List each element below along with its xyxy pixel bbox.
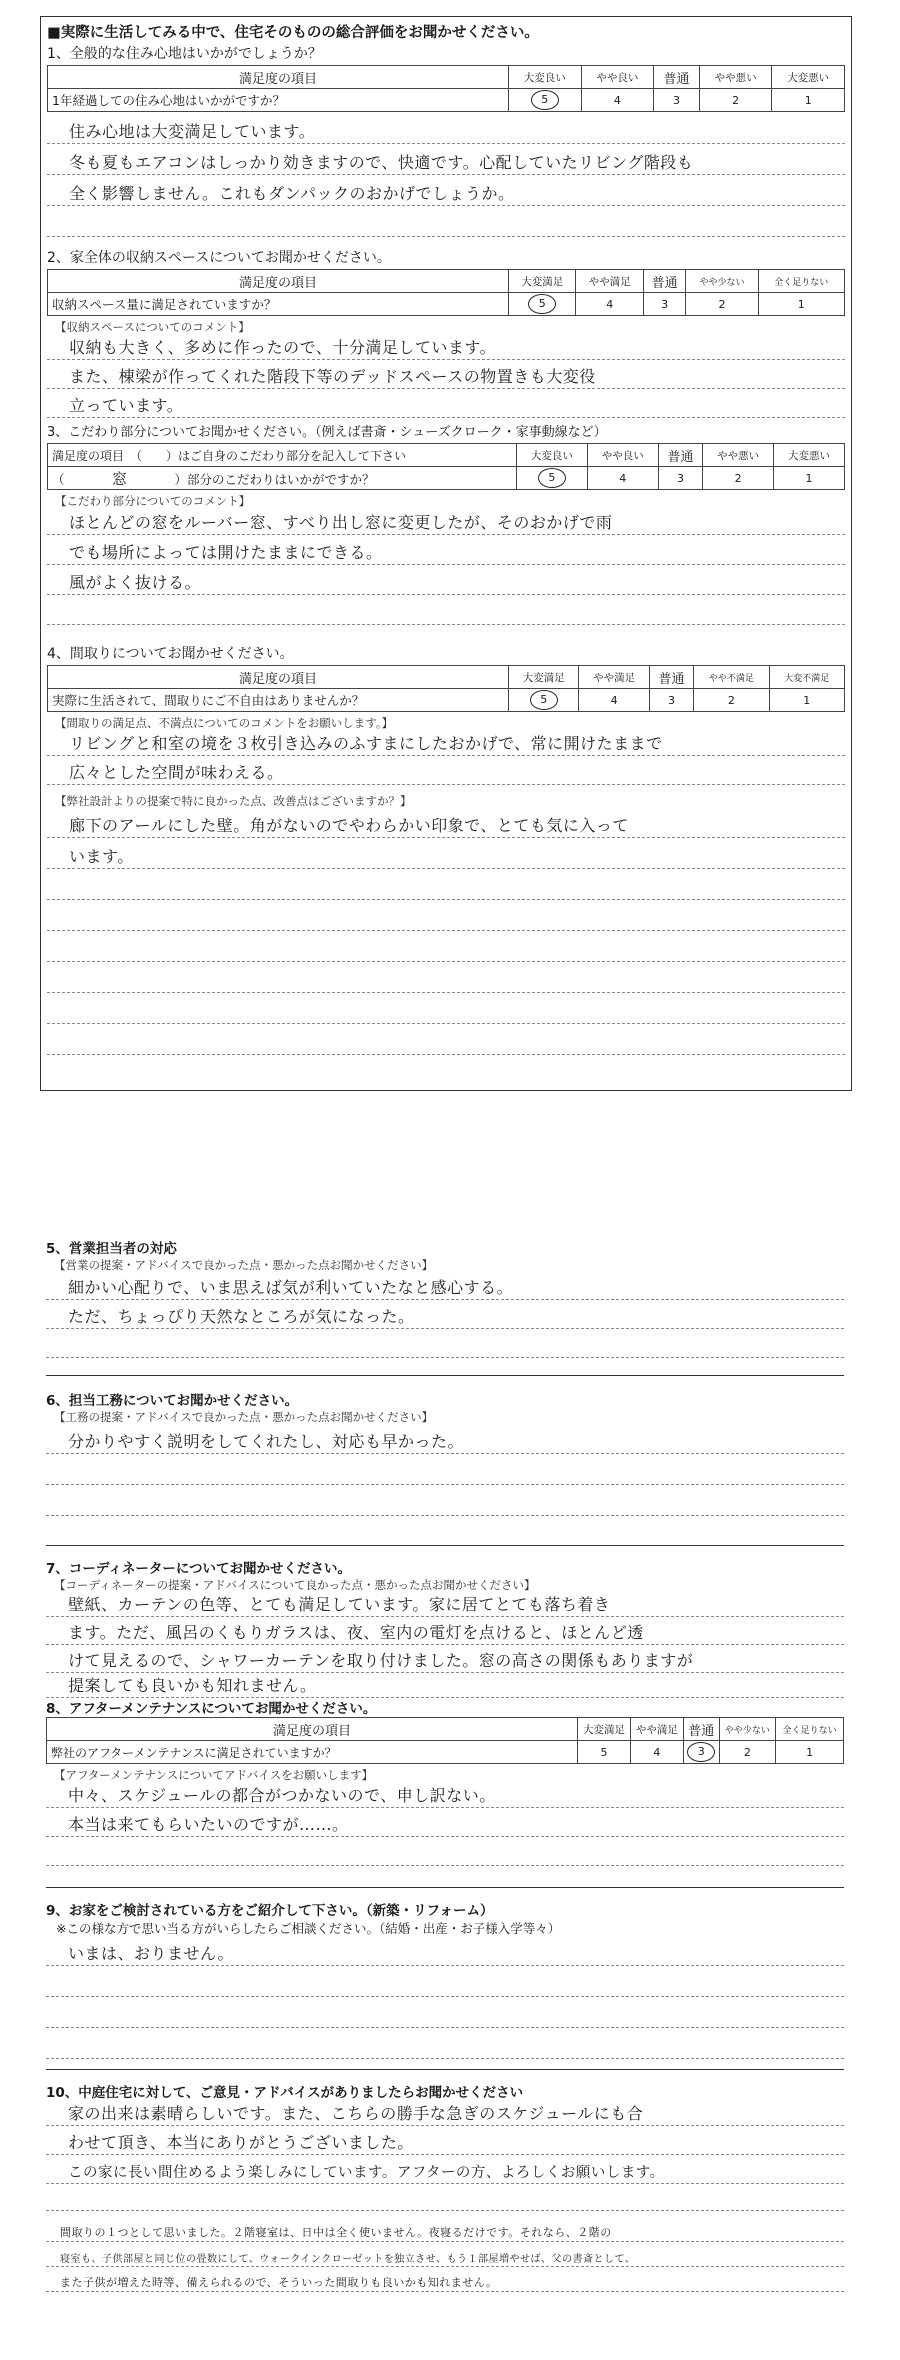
section3-title: 3、こだわり部分についてお聞かせください。（例えば書斎・シューズクローク・家事動線など） (47, 425, 607, 440)
col-head: 大変満足 (509, 270, 576, 293)
answer-line (47, 1024, 845, 1055)
handwritten-answer: 廊下のアールにした壁。角がないのでやわらかい印象で、とても気に入って (69, 816, 629, 835)
section9-title: 9、お家をご検討されている方をご紹介して下さい。（新築・リフォーム） (46, 1903, 494, 1919)
rating-row-label: 収納スペース量に満足されていますか？ (48, 293, 509, 316)
rating-row-label: 弊社のアフターメンテナンスに満足されていますか？ (47, 1741, 578, 1764)
answer-line (46, 2028, 844, 2059)
section8-title: 8、アフターメンテナンスについてお聞かせください。 (46, 1701, 377, 1717)
section9-note: ※この様な方で思い当る方がいらしたらご相談ください。（結婚・出産・お子様入学等々） (56, 1921, 561, 1936)
survey-header: ■実際に生活してみる中で、住宅そのものの総合評価をお聞かせください。 (47, 25, 539, 41)
col-head: やや少ない (686, 270, 758, 293)
section4-title: 4、間取りについてお聞かせください。 (47, 646, 294, 662)
col-head: 大変悪い (774, 444, 845, 467)
handwritten-answer: また、棟梁が作ってくれた階段下等のデッドスペースの物置きも大変役 (69, 367, 596, 386)
handwritten-answer: 提案しても良いかも知れません。 (68, 1676, 317, 1695)
section6-comment-label: 【工務の提案・アドバイスで良かった点・悪かった点お聞かせください】 (54, 1410, 434, 1424)
rating-option-3[interactable] (683, 1741, 719, 1764)
answer-line (46, 2155, 844, 2184)
col-head: 全く足りない (776, 1718, 844, 1741)
section2-answer-lines (47, 331, 845, 418)
answer-line (46, 2211, 844, 2242)
divider (46, 1375, 844, 1376)
rating-option-3[interactable]: 3 (643, 293, 685, 316)
col-head: 普通 (654, 66, 700, 89)
answer-line (47, 360, 845, 389)
handwritten-answer: 広々とした空間が味わえる。 (69, 763, 284, 782)
handwritten-answer: 立っています。 (69, 396, 184, 415)
col-head: やや少ない (719, 1718, 776, 1741)
col-head: 普通 (643, 270, 685, 293)
rating-option-4[interactable]: 4 (576, 293, 643, 316)
section8-rating-table (46, 1717, 844, 1764)
handwritten-answer: 本当は来てもらいたいのですが……。 (68, 1815, 349, 1834)
handwritten-fill: 窓 (112, 469, 128, 488)
answer-line (47, 962, 845, 993)
answer-line (47, 931, 845, 962)
answer-line (47, 505, 845, 535)
handwritten-answer: いまは、おりません。 (68, 1944, 234, 1963)
rating-option-1[interactable]: 1 (769, 689, 844, 712)
answer-line (47, 535, 845, 565)
table-head: 満足度の項目 (48, 270, 509, 293)
answer-line (47, 993, 845, 1024)
section3-answer-lines (47, 505, 845, 625)
answer-line (46, 1837, 844, 1866)
divider (46, 2069, 844, 2070)
section7-answer-lines (46, 1589, 844, 1698)
handwritten-answer: 細かい心配りで、いま思えば気が利いていたなと感心する。 (68, 1278, 514, 1297)
answer-line (46, 1779, 844, 1808)
answer-line (47, 175, 845, 206)
section6-answer-lines (46, 1423, 844, 1516)
rating-row-label (48, 467, 517, 490)
col-head: やや良い (587, 444, 658, 467)
rating-option-1[interactable]: 1 (758, 293, 844, 316)
answer-line (47, 900, 845, 931)
handwritten-answer: でも場所によっては開けたままにできる。 (69, 543, 383, 562)
rating-option-2[interactable]: 2 (703, 467, 774, 490)
section5-answer-lines (46, 1271, 844, 1358)
section9-answer-lines (46, 1935, 844, 2059)
selected-circle: 5 (528, 294, 556, 314)
handwritten-answer: 家の出来は素晴らしいです。また、こちらの勝手な急ぎのスケジュールにも合 (68, 2104, 644, 2123)
section4-proposal-lines (47, 807, 845, 1055)
answer-line (47, 565, 845, 595)
rating-option-3[interactable]: 3 (649, 689, 693, 712)
answer-line (46, 2184, 844, 2211)
rating-option-4[interactable]: 4 (587, 467, 658, 490)
answer-line (46, 2242, 844, 2267)
answer-line (46, 1673, 844, 1698)
section6-title: 6、担当工務についてお聞かせください。 (46, 1393, 299, 1409)
selected-circle: 3 (687, 1742, 715, 1762)
section2-rating-table (47, 269, 845, 316)
section4-proposal-label: 【弊社設計よりの提案で特に良かった点、改善点はございますか？】 (55, 794, 412, 808)
handwritten-answer: 収納も大きく、多めに作ったので、十分満足しています。 (69, 338, 497, 357)
handwritten-answer: 間取りの１つとして思いました。２階寝室は、日中は全く使いません。夜寝るだけです。それなら、２階の (60, 2226, 612, 2239)
rating-option-4[interactable]: 4 (581, 89, 654, 112)
col-head: 大変良い (517, 444, 588, 467)
section4-answer-lines (47, 727, 845, 785)
rating-option-1[interactable]: 1 (772, 89, 845, 112)
rating-option-3[interactable]: 3 (654, 89, 700, 112)
handwritten-answer: 分かりやすく説明をしてくれたし、対応も早かった。 (68, 1432, 465, 1451)
col-head: やや不満足 (694, 666, 769, 689)
col-head: 大変悪い (772, 66, 845, 89)
answer-line (46, 1645, 844, 1673)
col-head: 大変満足 (578, 1718, 631, 1741)
section10-answer-lines (46, 2097, 844, 2292)
answer-line (46, 2097, 844, 2126)
answer-line (46, 1300, 844, 1329)
handwritten-answer: います。 (69, 847, 134, 866)
handwritten-answer: けて見えるので、シャワーカーテンを取り付けました。窓の高さの関係もありますが (68, 1651, 694, 1670)
col-head: やや満足 (576, 270, 643, 293)
handwritten-answer: この家に長い間住めるよう楽しみにしています。アフターの方、よろしくお願いします。 (68, 2165, 665, 2181)
col-head: やや満足 (630, 1718, 683, 1741)
col-head: 大変良い (509, 66, 582, 89)
section10-title: 10、中庭住宅に対して、ご意見・アドバイスがありましたらお聞かせください (46, 2085, 524, 2101)
col-head: やや悪い (699, 66, 772, 89)
answer-line (47, 331, 845, 360)
answer-line (46, 2267, 844, 2292)
section3-rating-table (47, 443, 845, 490)
col-head: やや悪い (703, 444, 774, 467)
divider (46, 1887, 844, 1888)
rating-option-4[interactable]: 4 (630, 1741, 683, 1764)
col-head: 普通 (658, 444, 703, 467)
section8-comment-label: 【アフターメンテナンスについてアドバイスをお願いします】 (54, 1768, 374, 1782)
col-head: 全く足りない (758, 270, 844, 293)
col-head: 大変不満足 (769, 666, 844, 689)
handwritten-answer: 壁紙、カーテンの色等、とても満足しています。家に居てとても落ち着き (68, 1595, 611, 1614)
section8-answer-lines (46, 1779, 844, 1866)
row-prefix: （ (52, 471, 65, 487)
answer-line (47, 838, 845, 869)
handwritten-answer: 冬も夏もエアコンはしっかり効きますので、快適です。心配していたリビング階段も (69, 153, 694, 172)
section4-rating-table (47, 665, 845, 712)
col-head: 普通 (649, 666, 693, 689)
handwritten-answer: ほとんどの窓をルーバー窓、すべり出し窓に変更したが、そのおかげで雨 (69, 513, 613, 532)
answer-line (46, 1589, 844, 1617)
col-head: やや良い (581, 66, 654, 89)
section1-rating-table (47, 65, 845, 112)
answer-line (46, 1271, 844, 1300)
answer-line (47, 756, 845, 785)
answer-line (46, 1808, 844, 1837)
section5-comment-label: 【営業の提案・アドバイスで良かった点・悪かった点お聞かせください】 (54, 1258, 434, 1272)
handwritten-answer: 風がよく抜ける。 (69, 573, 202, 592)
table-head: 満足度の項目 (48, 666, 509, 689)
rating-option-5[interactable]: 5 (578, 1741, 631, 1764)
rating-option-5[interactable] (509, 689, 579, 712)
handwritten-answer: 中々、スケジュールの都合がつかないので、申し訳ない。 (68, 1786, 496, 1805)
section2-comment-label: 【収納スペースについてのコメント】 (55, 320, 250, 334)
rating-option-2[interactable]: 2 (694, 689, 769, 712)
handwritten-answer: また子供が増えた時等、備えられるので、そういった間取りも良いかも知れません。 (60, 2276, 498, 2289)
rating-option-5[interactable] (517, 467, 588, 490)
answer-line (47, 389, 845, 418)
answer-line (46, 2126, 844, 2155)
answer-line (47, 869, 845, 900)
section7-comment-label: 【コーディネーターの提案・アドバイスについて良かった点・悪かった点お聞かせください】 (54, 1578, 536, 1592)
answer-line (46, 1617, 844, 1645)
answer-line (46, 1454, 844, 1485)
rating-row-label: 実際に生活されて、間取りにご不自由はありませんか？ (48, 689, 509, 712)
answer-line (47, 727, 845, 756)
answer-line (46, 1997, 844, 2028)
section7-title: 7、コーディネーターについてお聞かせください。 (46, 1561, 352, 1577)
rating-option-2[interactable]: 2 (699, 89, 772, 112)
section3-comment-label: 【こだわり部分についてのコメント】 (55, 494, 251, 508)
answer-line (46, 1966, 844, 1997)
section4-comment-label: 【間取りの満足点、不満点についてのコメントをお願いします。】 (55, 716, 394, 730)
col-head: 大変満足 (509, 666, 579, 689)
table-head: 満足度の項目 （ ）はご自身のこだわり部分を記入して下さい (48, 444, 517, 467)
section1-answer-lines (47, 113, 845, 237)
handwritten-answer: 住み心地は大変満足しています。 (69, 122, 316, 141)
handwritten-answer: 全く影響しません。これもダンパックのおかげでしょうか。 (69, 184, 515, 203)
handwritten-answer: わせて頂き、本当にありがとうございました。 (68, 2133, 414, 2152)
rating-option-1[interactable]: 1 (774, 467, 845, 490)
answer-line (46, 1935, 844, 1966)
answer-line (46, 1423, 844, 1454)
answer-line (47, 206, 845, 237)
handwritten-answer: ただ、ちょっぴり天然なところが気になった。 (68, 1307, 415, 1326)
handwritten-answer: ます。ただ、風呂のくもりガラスは、夜、室内の電灯を点けると、ほとんど透 (68, 1623, 644, 1642)
answer-line (47, 595, 845, 625)
selected-circle: 5 (531, 90, 559, 110)
selected-circle: 5 (538, 468, 566, 488)
answer-line (47, 113, 845, 144)
table-head: 満足度の項目 (48, 66, 509, 89)
section2-title: 2、家全体の収納スペースについてお聞かせください。 (47, 250, 391, 266)
divider (46, 1545, 844, 1546)
rating-row-label: 1年経過しての住み心地はいかがですか？ (48, 89, 509, 112)
survey-sheet-1 (40, 16, 852, 1091)
rating-option-5[interactable] (509, 293, 576, 316)
answer-line (46, 1329, 844, 1358)
section5-title: 5、営業担当者の対応 (46, 1241, 177, 1257)
selected-circle: 5 (530, 690, 558, 710)
handwritten-answer: リビングと和室の境を３枚引き込みのふすまにしたおかげで、常に開けたままで (69, 734, 663, 753)
row-suffix: ）部分のこだわりはいかがですか？ (174, 471, 375, 487)
rating-option-3[interactable]: 3 (658, 467, 703, 490)
table-head: 満足度の項目 (47, 1718, 578, 1741)
answer-line (47, 144, 845, 175)
survey-sheet-2 (40, 1227, 850, 2354)
rating-option-2[interactable]: 2 (686, 293, 758, 316)
col-head: やや満足 (579, 666, 649, 689)
rating-option-5[interactable] (509, 89, 582, 112)
handwritten-answer: 寝室も、子供部屋と同じ位の畳数にして、ウォークインクローゼットを独立させ、もう１部屋増やせば、父の書斎として、 (60, 2254, 636, 2265)
col-head: 普通 (683, 1718, 719, 1741)
rating-option-1[interactable]: 1 (776, 1741, 844, 1764)
rating-option-4[interactable]: 4 (579, 689, 649, 712)
answer-line (46, 1485, 844, 1516)
rating-option-2[interactable]: 2 (719, 1741, 776, 1764)
answer-line (47, 807, 845, 838)
section1-title: 1、全般的な住み心地はいかがでしょうか？ (47, 46, 322, 62)
